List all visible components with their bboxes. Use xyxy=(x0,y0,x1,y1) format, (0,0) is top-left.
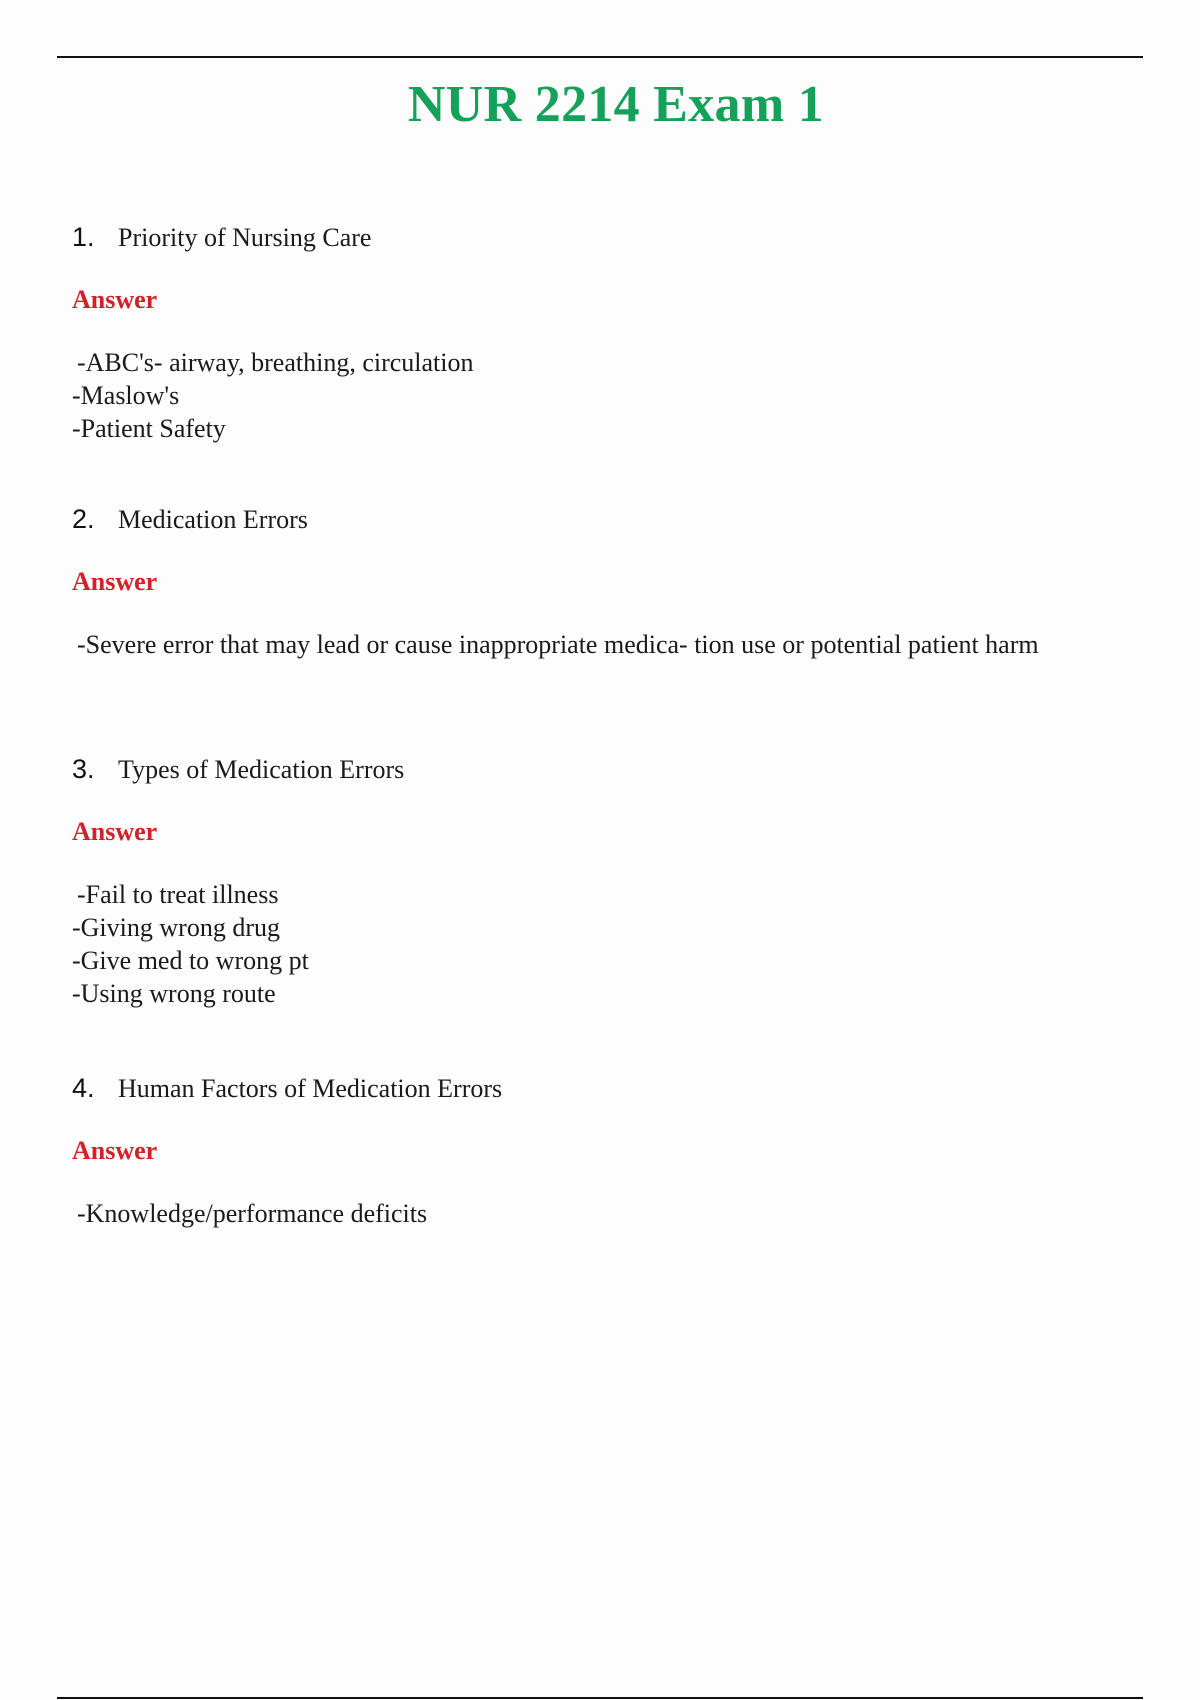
answer-label: Answer xyxy=(72,567,158,596)
question-number: 3. xyxy=(72,754,95,784)
document-title: NUR 2214 Exam 1 xyxy=(407,76,825,133)
answer-line: -Giving wrong drug xyxy=(72,913,280,942)
answer-label: Answer xyxy=(72,285,158,314)
question-header xyxy=(72,222,1132,256)
answer-line: -ABC's- airway, breathing, circulation xyxy=(77,348,474,377)
answer-line: -Severe error that may lead or cause inappropriate medica- tion use or potential patient harm xyxy=(77,630,1039,659)
question-item xyxy=(72,504,1132,661)
answer-line: -Using wrong route xyxy=(72,979,276,1008)
question-number: 1. xyxy=(72,222,95,252)
answer-line: -Knowledge/performance deficits xyxy=(77,1199,428,1228)
question-item xyxy=(72,1073,1132,1230)
question-header xyxy=(72,1073,1132,1107)
question-item xyxy=(72,754,1132,1010)
answer-line: -Patient Safety xyxy=(72,414,226,443)
top-rule xyxy=(57,56,1143,58)
answer-body xyxy=(72,1197,1132,1230)
answer-label: Answer xyxy=(72,1136,158,1165)
answer-label: Answer xyxy=(72,817,158,846)
question-header xyxy=(72,754,1132,788)
question-prompt: Priority of Nursing Care xyxy=(118,223,372,252)
question-prompt: Types of Medication Errors xyxy=(118,755,405,784)
question-prompt: Human Factors of Medication Errors xyxy=(118,1074,503,1103)
answer-body xyxy=(72,628,1132,661)
question-prompt: Medication Errors xyxy=(118,505,308,534)
answer-line: -Fail to treat illness xyxy=(77,880,279,909)
answer-body xyxy=(72,878,1132,1010)
question-header xyxy=(72,504,1132,538)
bottom-rule xyxy=(57,1697,1143,1699)
question-number: 2. xyxy=(72,504,95,534)
answer-line: -Maslow's xyxy=(72,381,180,410)
answer-body xyxy=(72,346,1132,445)
question-item xyxy=(72,222,1132,445)
answer-line: -Give med to wrong pt xyxy=(72,946,309,975)
question-number: 4. xyxy=(72,1073,95,1103)
